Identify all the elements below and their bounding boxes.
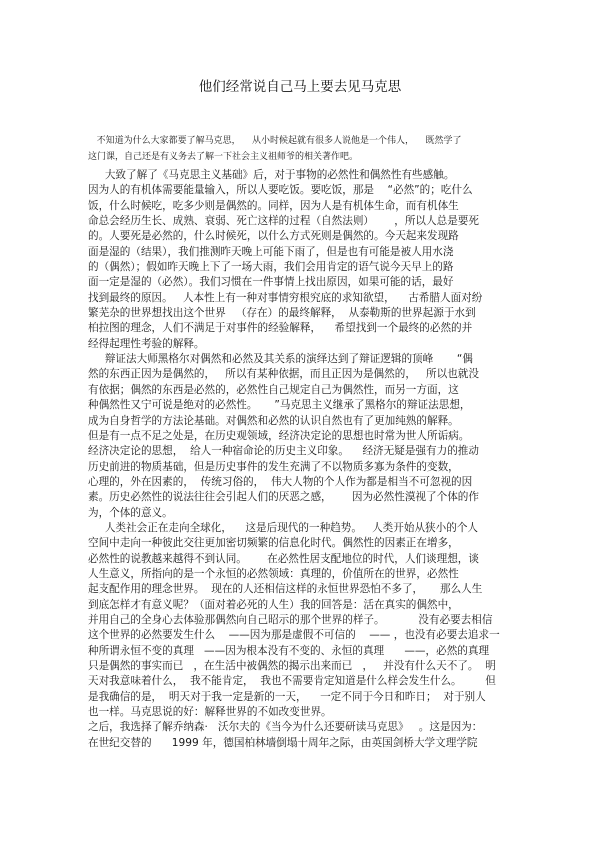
text-line: 然的东西正因为是偶然的， 所以有某种依据，而且正因为是偶然的， 所以也就没	[88, 368, 479, 381]
text-line: 经济决定论的思想， 给人一种宿命论的历史主义印象。 经济无疑是强有力的推动	[88, 445, 479, 458]
text-line: 人类社会正在走向全球化， 这是后现代的一种趋势。 人类开始从狭小的个人	[88, 521, 479, 534]
text-line: 种偶然性又宁可说是绝对的必然性。 ”马克思主义继承了黑格尔的辩证法思想，	[88, 399, 471, 412]
text-line: 这个世界的必然要发生什么 ——因为那是虚假不可信的 —— ，也没有必要去追求一	[88, 629, 500, 642]
text-line: 的（偶然）；假如昨天晚上下了一场大雨，我们会用肯定的语气说今天早上的路	[88, 261, 454, 274]
body-text	[88, 168, 528, 751]
text-line: 素。历史必然性的说法往往会引起人们的厌恶之感， 因为必然性漠视了个体的作	[88, 491, 479, 504]
text-line: 饭，什么时候吃，吃多少则是偶然的。同样，因为人是有机体生命，而有机体生	[88, 199, 459, 212]
text-line: 并用自己的全身心去体验那偶然向自己昭示的那个世界的样子。 没有必要去相信	[88, 613, 493, 626]
text-line: 是我确信的是， 明天对于我一定是新的一天， 一定不同于今日和昨日； 对于别人	[88, 690, 486, 703]
text-line: 这门课，自己还是有义务去了解一下社会主义祖师爷的相关著作吧。	[88, 152, 359, 162]
text-line: 人生意义，所指向的是一个永恒的必然领域：真理的，价值所在的世界，必然性	[88, 567, 459, 580]
text-line: 为，个体的意义。	[88, 506, 173, 519]
text-line: 柏拉图的理念，人们不满足于对事件的经验解释， 希望找到一个最终的必然的并	[88, 322, 473, 335]
text-line: 但是有一点不足之处是，在历史观领域，经济决定论的思想也时常为世人所诟病。	[88, 429, 470, 442]
text-line: 到底怎样才有意义呢？（面对着必死的人生）我的回答是：活在真实的偶然中，	[88, 598, 459, 611]
text-line: 种所谓永恒不变的真理 ——因为根本没有不变的、永恒的真理 ——，必然的真理	[88, 644, 490, 657]
text-line: 繁芜杂的世界想找出这个世界 （存在）的最终解释， 从泰勒斯的世界起源于水到	[88, 307, 476, 320]
text-line: 面一定是湿的（必然）。我们习惯在一件事情上找出原因，如果可能的话，最好	[88, 276, 454, 289]
text-line: 在世纪交替的 1999 年，德国柏林墙倒塌十周年之际，由英国剑桥大学文理学院	[88, 736, 478, 749]
text-line: 心理的，外在因素的， 传统习俗的， 伟大人物的个人作为都是相当不可忽视的因	[88, 475, 473, 488]
text-line: 历史前进的物质基础，但是历史事件的发生充满了不以物质多寡为条件的变数，	[88, 460, 459, 473]
text-line: 经得起理性考验的解释。	[88, 337, 205, 350]
text-line: 天对我意味着什么， 我不能肯定， 我也不需要肯定知道是什么样会发生什么。 但	[88, 675, 496, 688]
intro-paragraph	[88, 133, 528, 165]
page-title: 他们经常说自己马上要去见马克思	[198, 79, 402, 95]
text-line: 成为自身哲学的方法论基础。对偶然和必然的认识自然也有了更加纯熟的解释。	[88, 414, 459, 427]
text-line: 大致了解了《马克思主义基础》后，对于事物的必然性和偶然性有些感触。	[88, 169, 455, 181]
text-line: 因为人的有机体需要能量输入，所以人要吃饭。要吃饭，那是 “必然”的；吃什么	[88, 184, 473, 197]
text-line: 只是偶然的事实而已 ，在生活中被偶然的揭示出来而已 ， 并没有什么天不了。 明	[88, 660, 496, 672]
text-line: 不知道为什么大家都要了解马克思， 从小时候起就有很多人说他是一个伟人， 既然学了	[88, 136, 462, 146]
text-line: 也一样。马克思说的好：解释世界的不如改变世界。	[88, 706, 332, 719]
text-line: 必然性的说教越来越得不到认同。 在必然性居支配地位的时代，人们谈理想，谈	[88, 552, 479, 565]
text-line: 起支配作用的理念世界。 现在的人还相信这样的永恒世界恐怕不多了， 那么人生	[88, 583, 483, 596]
text-line: 的。人要死是必然的，什么时候死，以什么方式死则是偶然的。今天起来发现路	[88, 230, 459, 243]
text-line: 辩证法大师黑格尔对偶然和必然及其关系的演绎达到了辩证逻辑的顶峰 “偶	[88, 353, 473, 366]
text-line: 有依据；偶然的东西是必然的，必然性自己规定自己为偶然性，而另一方面，这	[88, 383, 459, 396]
text-line: 之后，我选择了解乔纳森· 沃尔夫的《当今为什么还要研读马克思》 。这是因为：	[88, 721, 483, 734]
text-line: 面是湿的（结果），我们推测昨天晚上可能下雨了，但是也有可能是被人用水浇	[88, 245, 454, 258]
text-line: 命总会经历生长、成熟、衰弱、死亡这样的过程（自然法则） ，所以人总是要死	[88, 215, 479, 228]
text-line: 找到最终的原因。 人本性上有一种对事情穷根究底的求知欲望， 古希腊人面对纷	[88, 291, 483, 304]
text-line: 空间中走向一种彼此交往更加密切频繁的信息化时代。偶然性的因素正在增多，	[88, 537, 459, 550]
